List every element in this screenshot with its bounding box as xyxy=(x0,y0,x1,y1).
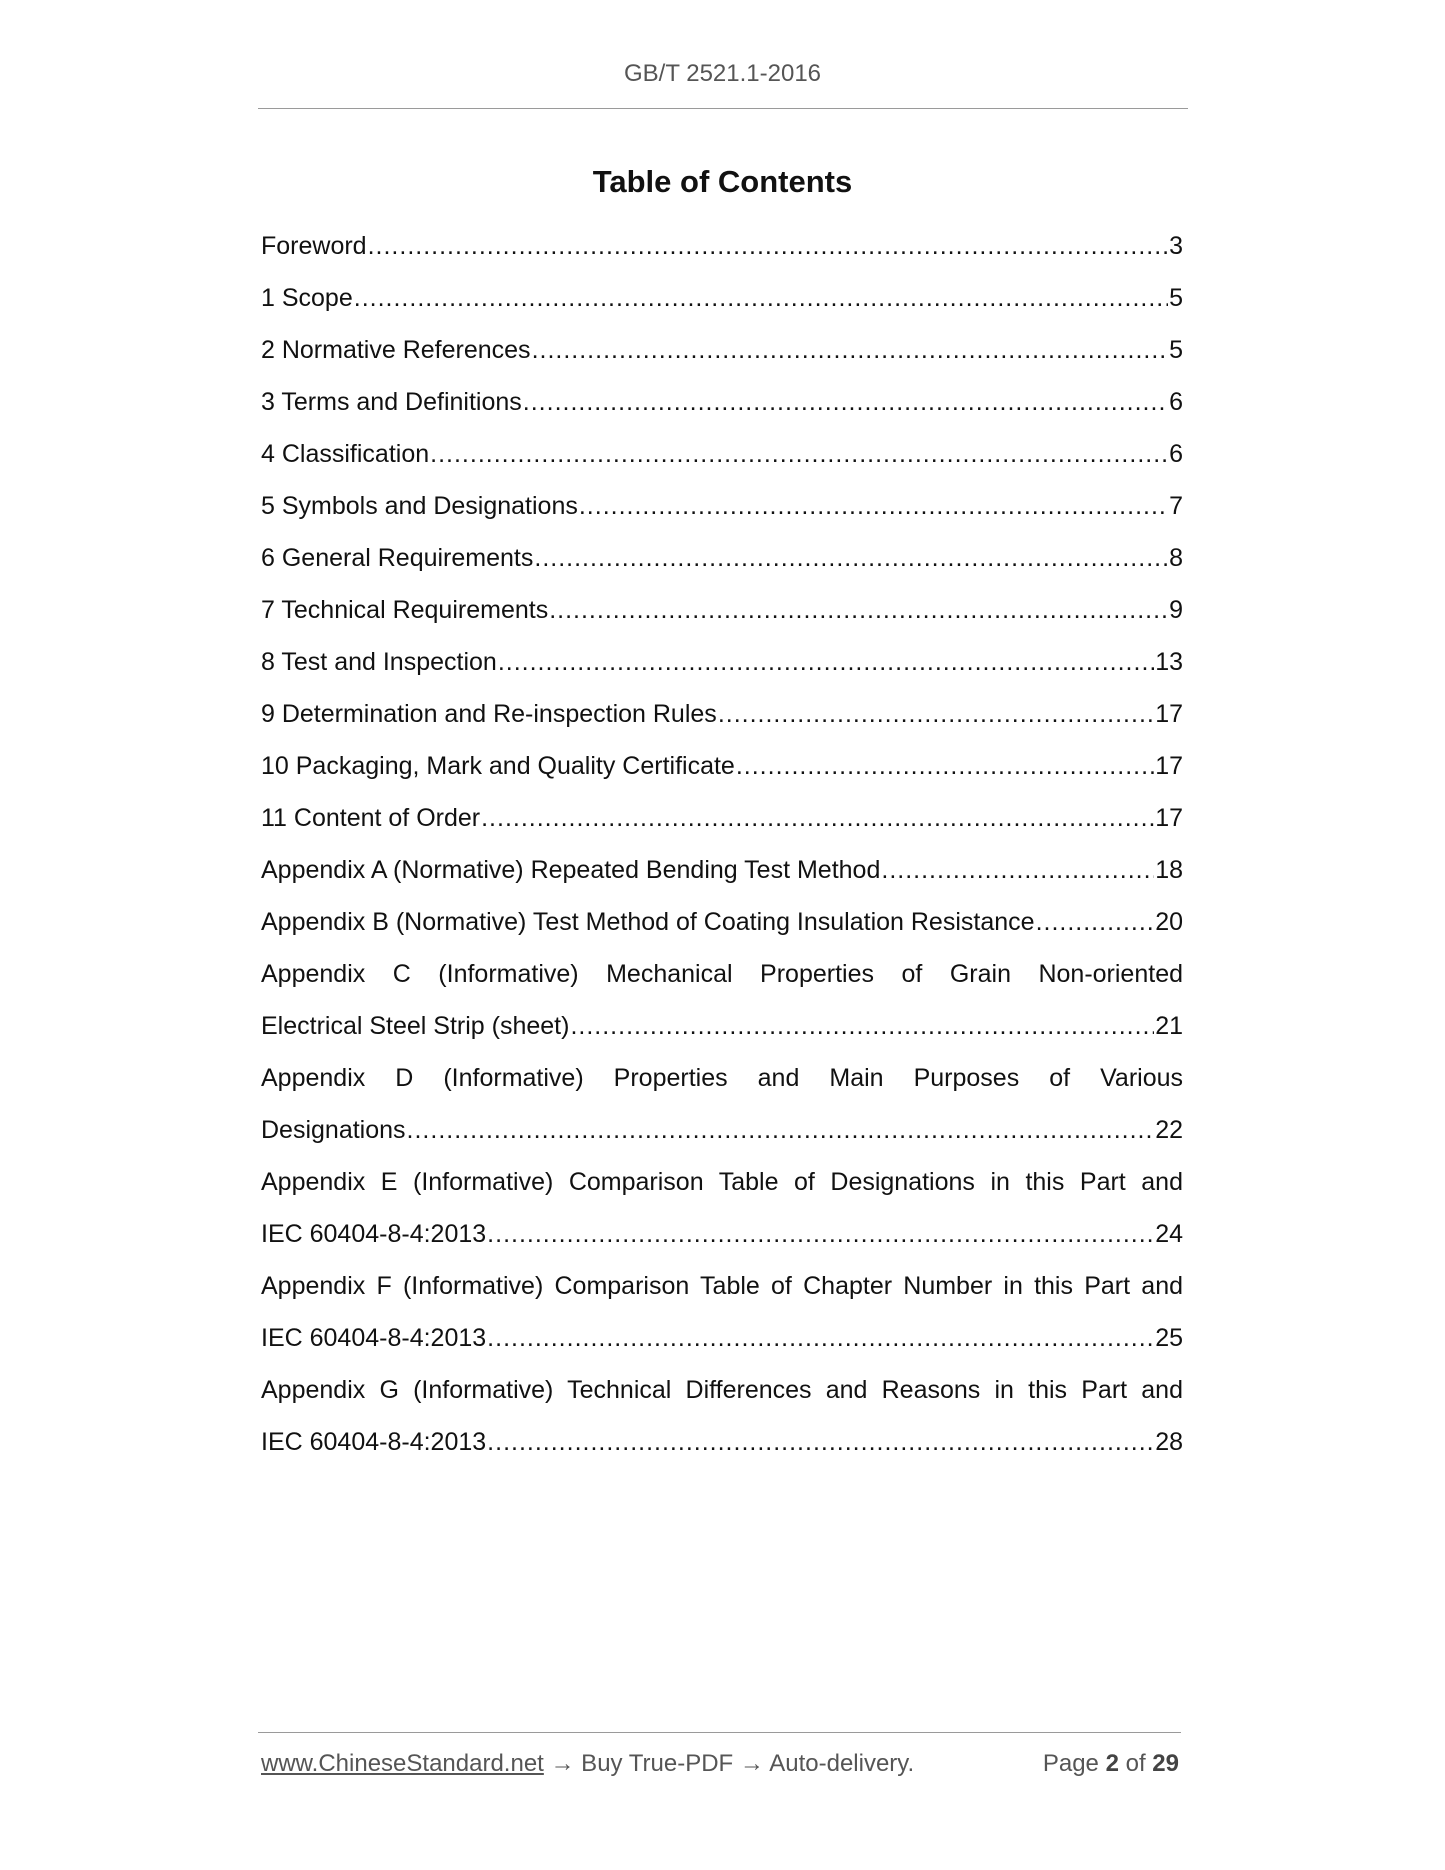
toc-leader-dots xyxy=(481,792,1154,844)
toc-entry[interactable] xyxy=(261,324,1183,376)
toc-entry[interactable] xyxy=(261,844,1183,896)
toc-title: Table of Contents xyxy=(592,164,853,199)
toc-leader-dots xyxy=(718,688,1154,740)
toc-line xyxy=(261,480,1183,532)
toc-entry-title: Appendix G (Informative) Technical Differences and Reasons in this Part and xyxy=(261,1376,1183,1404)
toc-leader-dots xyxy=(430,428,1168,480)
toc-entry-title: 5 Symbols and Designations xyxy=(261,492,578,520)
toc-entry-title: Appendix E (Informative) Comparison Table of Designations in this Part and xyxy=(261,1168,1183,1196)
toc-line xyxy=(261,792,1183,844)
toc-entry-title: 2 Normative References xyxy=(261,336,531,364)
toc-entry-title: IEC 60404-8-4:2013 xyxy=(261,1220,487,1248)
toc-entry-title: 4 Classification xyxy=(261,440,430,468)
toc-page-number: 13 xyxy=(1155,648,1183,676)
toc-entry-title: 3 Terms and Definitions xyxy=(261,388,522,416)
toc-entry[interactable] xyxy=(261,532,1183,584)
toc-line xyxy=(261,1416,1183,1468)
header-divider xyxy=(258,108,1188,109)
page-footer xyxy=(261,1750,1179,1778)
toc-line xyxy=(261,532,1183,584)
toc-page-number: 28 xyxy=(1155,1428,1183,1456)
toc-entry-title: Appendix C (Informative) Mechanical Properties of Grain Non-oriented xyxy=(261,960,1183,988)
footer-promo xyxy=(261,1750,914,1778)
toc-entry[interactable] xyxy=(261,376,1183,428)
toc-line xyxy=(261,688,1183,740)
toc-entry-title: Foreword xyxy=(261,232,367,260)
toc-leader-dots xyxy=(881,844,1154,896)
site-link[interactable]: www.ChineseStandard.net xyxy=(261,1750,544,1777)
toc-entry[interactable] xyxy=(261,428,1183,480)
toc-page-number: 3 xyxy=(1169,232,1183,260)
toc-entry-title: Appendix B (Normative) Test Method of Coating Insulation Resistance xyxy=(261,908,1035,936)
toc-page-number: 6 xyxy=(1169,440,1183,468)
toc-entry[interactable] xyxy=(261,1260,1183,1364)
toc-entry[interactable] xyxy=(261,636,1183,688)
toc-page-number: 18 xyxy=(1155,856,1183,884)
page-total: 29 xyxy=(1152,1750,1179,1777)
toc-line xyxy=(261,324,1183,376)
toc-entry-title: 9 Determination and Re-inspection Rules xyxy=(261,700,717,728)
page-label: Page xyxy=(1042,1750,1099,1777)
toc-entry-title: 1 Scope xyxy=(261,284,353,312)
toc-entry[interactable] xyxy=(261,1052,1183,1156)
toc-entry[interactable] xyxy=(261,1364,1183,1468)
toc-page-number: 17 xyxy=(1155,752,1183,780)
toc-entry[interactable] xyxy=(261,584,1183,636)
toc-entry[interactable] xyxy=(261,896,1183,948)
toc-line xyxy=(261,220,1183,272)
toc-entry-title: IEC 60404-8-4:2013 xyxy=(261,1428,487,1456)
toc-leader-dots xyxy=(487,1312,1154,1364)
toc-page-number: 21 xyxy=(1155,1012,1183,1040)
toc-leader-dots xyxy=(354,272,1168,324)
toc-entry-title: 8 Test and Inspection xyxy=(261,648,497,676)
toc-leader-dots xyxy=(487,1416,1154,1468)
toc-leader-dots xyxy=(532,324,1169,376)
page-of-label: of xyxy=(1125,1750,1146,1777)
toc-page-number: 6 xyxy=(1169,388,1183,416)
toc-line xyxy=(261,1000,1183,1052)
footer-divider xyxy=(258,1732,1181,1733)
toc-entry-title: 11 Content of Order xyxy=(261,804,481,832)
toc-leader-dots xyxy=(1036,896,1155,948)
page-number xyxy=(1043,1750,1179,1778)
toc-entry-title: 10 Packaging, Mark and Quality Certificate xyxy=(261,752,735,780)
toc-leader-dots xyxy=(579,480,1168,532)
toc-entry[interactable] xyxy=(261,948,1183,1052)
toc-entry[interactable] xyxy=(261,220,1183,272)
toc-line xyxy=(261,636,1183,688)
toc-entry[interactable] xyxy=(261,480,1183,532)
toc-leader-dots xyxy=(523,376,1168,428)
toc-leader-dots xyxy=(534,532,1168,584)
toc-leader-dots xyxy=(498,636,1154,688)
toc-entry[interactable] xyxy=(261,740,1183,792)
toc-line xyxy=(261,1208,1183,1260)
toc-leader-dots xyxy=(407,1104,1155,1156)
toc-entry-title: Appendix A (Normative) Repeated Bending Test Method xyxy=(261,856,881,884)
toc-entry[interactable] xyxy=(261,688,1183,740)
toc-entry-title: IEC 60404-8-4:2013 xyxy=(261,1324,487,1352)
toc-page-number: 17 xyxy=(1155,700,1183,728)
toc-page-number: 9 xyxy=(1169,596,1183,624)
footer-promo-text: → Buy True-PDF → Auto-delivery. xyxy=(543,1750,915,1777)
toc-entry-title: Designations xyxy=(261,1116,406,1144)
toc-page-number: 20 xyxy=(1155,908,1183,936)
table-of-contents xyxy=(261,220,1183,1468)
toc-entry[interactable] xyxy=(261,272,1183,324)
toc-line xyxy=(261,272,1183,324)
toc-page-number: 5 xyxy=(1169,336,1183,364)
toc-entry-title: Appendix D (Informative) Properties and Main Purposes of Various xyxy=(261,1064,1183,1092)
toc-line xyxy=(261,740,1183,792)
toc-page-number: 7 xyxy=(1169,492,1183,520)
toc-entry[interactable] xyxy=(261,792,1183,844)
toc-leader-dots xyxy=(368,220,1169,272)
toc-leader-dots xyxy=(736,740,1154,792)
toc-line xyxy=(261,376,1183,428)
toc-leader-dots xyxy=(570,1000,1154,1052)
toc-leader-dots xyxy=(487,1208,1154,1260)
toc-entry-title: 7 Technical Requirements xyxy=(261,596,549,624)
document-id-header: GB/T 2521.1-2016 xyxy=(623,60,822,87)
toc-entry[interactable] xyxy=(261,1156,1183,1260)
toc-line xyxy=(261,896,1183,948)
toc-page-number: 17 xyxy=(1155,804,1183,832)
toc-line xyxy=(261,844,1183,896)
toc-entry-title: Appendix F (Informative) Comparison Table of Chapter Number in this Part and xyxy=(261,1272,1183,1300)
toc-page-number: 24 xyxy=(1155,1220,1183,1248)
toc-line xyxy=(261,1104,1183,1156)
toc-page-number: 25 xyxy=(1155,1324,1183,1352)
toc-line xyxy=(261,1312,1183,1364)
toc-leader-dots xyxy=(549,584,1168,636)
toc-page-number: 5 xyxy=(1169,284,1183,312)
page-current: 2 xyxy=(1105,1750,1119,1777)
toc-line xyxy=(261,428,1183,480)
toc-entry-title: Electrical Steel Strip (sheet) xyxy=(261,1012,570,1040)
toc-page-number: 8 xyxy=(1169,544,1183,572)
toc-line xyxy=(261,584,1183,636)
toc-page-number: 22 xyxy=(1155,1116,1183,1144)
toc-entry-title: 6 General Requirements xyxy=(261,544,534,572)
